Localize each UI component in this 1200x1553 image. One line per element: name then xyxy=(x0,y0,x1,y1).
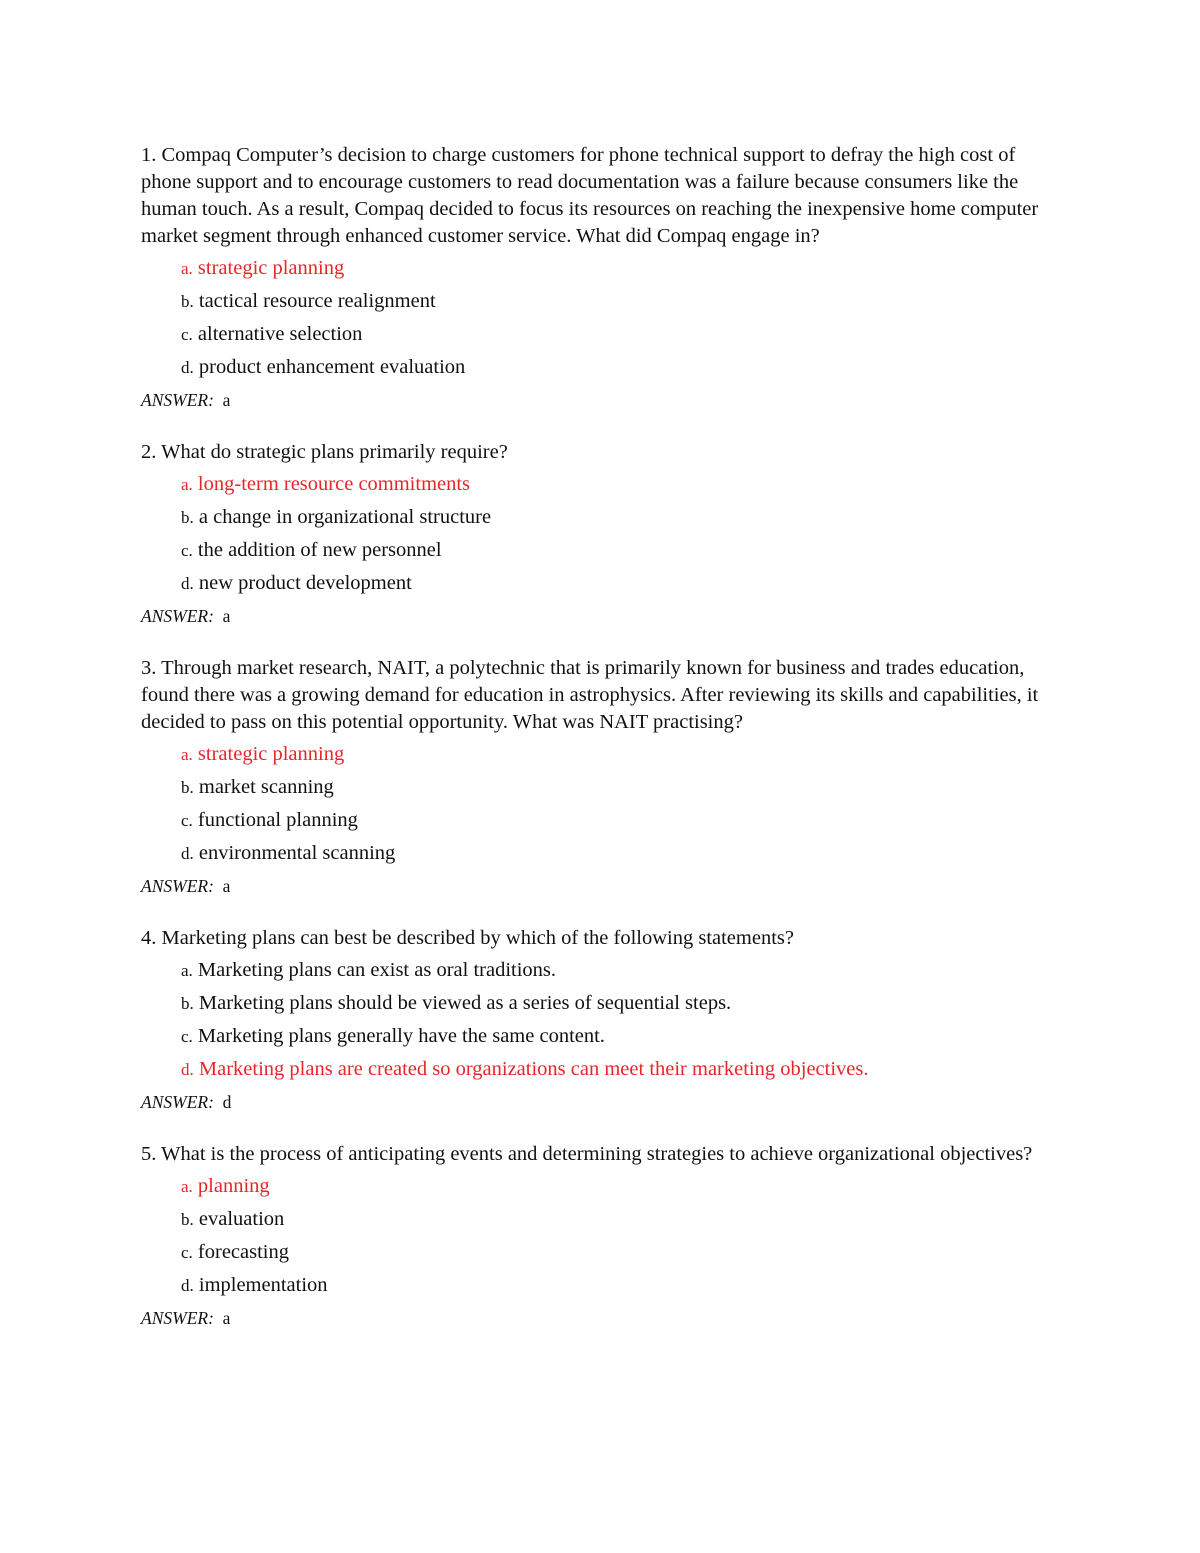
answer-line xyxy=(141,870,1061,903)
question-number: 1. xyxy=(141,144,157,166)
option-b xyxy=(181,1203,1061,1236)
option-b xyxy=(181,987,1061,1020)
question-text xyxy=(141,925,1061,952)
option-text: forecasting xyxy=(197,1241,289,1263)
answer-label: ANSWER: xyxy=(141,1308,214,1328)
option-letter: b. xyxy=(181,994,194,1013)
option-letter: a. xyxy=(181,1177,193,1196)
option-a xyxy=(181,1170,1061,1203)
option-letter: a. xyxy=(181,259,193,278)
option-text: product enhancement evaluation xyxy=(198,356,466,378)
option-letter: d. xyxy=(181,358,194,377)
question-number: 2. xyxy=(141,441,157,463)
option-d xyxy=(181,1269,1061,1302)
option-text: a change in organizational structure xyxy=(198,506,492,528)
option-text: implementation xyxy=(198,1274,328,1296)
option-letter: d. xyxy=(181,844,194,863)
option-d xyxy=(181,351,1061,384)
options-list xyxy=(141,252,1061,384)
question-text xyxy=(141,1141,1061,1168)
question-number: 3. xyxy=(141,657,157,679)
option-text: Marketing plans are created so organizations can meet their marketing objectives. xyxy=(198,1058,869,1080)
option-letter: c. xyxy=(181,811,193,830)
option-letter: a. xyxy=(181,475,193,494)
option-c xyxy=(181,1236,1061,1269)
option-letter: a. xyxy=(181,961,193,980)
option-text: evaluation xyxy=(198,1208,285,1230)
question-text xyxy=(141,142,1061,250)
answer-label: ANSWER: xyxy=(141,876,214,896)
option-letter: c. xyxy=(181,325,193,344)
question-2 xyxy=(141,439,1061,633)
answer-line xyxy=(141,1302,1061,1335)
option-b xyxy=(181,285,1061,318)
option-text: tactical resource realignment xyxy=(198,290,436,312)
option-letter: a. xyxy=(181,745,193,764)
option-text: functional planning xyxy=(197,809,358,831)
option-text: Marketing plans generally have the same content. xyxy=(197,1025,605,1047)
option-b xyxy=(181,501,1061,534)
option-c xyxy=(181,318,1061,351)
option-text: Marketing plans can exist as oral traditions. xyxy=(197,959,557,981)
option-a xyxy=(181,468,1061,501)
answer-label: ANSWER: xyxy=(141,1092,214,1112)
option-letter: b. xyxy=(181,508,194,527)
question-text xyxy=(141,439,1061,466)
option-a xyxy=(181,252,1061,285)
option-text: Marketing plans should be viewed as a series of sequential steps. xyxy=(198,992,732,1014)
question-5 xyxy=(141,1141,1061,1335)
answer-label: ANSWER: xyxy=(141,390,214,410)
question-text xyxy=(141,655,1061,736)
answer-line xyxy=(141,1086,1061,1119)
question-body: What is the process of anticipating events and determining strategies to achieve organizational objectives? xyxy=(161,1143,1033,1165)
option-text: strategic planning xyxy=(197,257,345,279)
answer-value: a xyxy=(222,876,231,896)
option-letter: b. xyxy=(181,778,194,797)
option-letter: c. xyxy=(181,541,193,560)
option-a xyxy=(181,954,1061,987)
option-letter: d. xyxy=(181,1060,194,1079)
answer-value: d xyxy=(222,1092,232,1112)
options-list xyxy=(141,738,1061,870)
option-c xyxy=(181,1020,1061,1053)
question-1 xyxy=(141,142,1061,417)
question-number: 4. xyxy=(141,927,157,949)
quiz-page xyxy=(141,142,1061,1335)
option-text: alternative selection xyxy=(197,323,363,345)
answer-line xyxy=(141,384,1061,417)
option-letter: c. xyxy=(181,1027,193,1046)
option-letter: d. xyxy=(181,1276,194,1295)
options-list xyxy=(141,954,1061,1086)
option-b xyxy=(181,771,1061,804)
option-d xyxy=(181,837,1061,870)
question-body: What do strategic plans primarily require? xyxy=(161,441,508,463)
option-text: new product development xyxy=(198,572,412,594)
question-body: Through market research, NAIT, a polytechnic that is primarily known for business and trades education, found there was a growing demand for education in astrophysics. After reviewing its skills and capabilities, it decided to pass on this potential opportunity. What was NAIT practising? xyxy=(141,657,1039,733)
option-letter: d. xyxy=(181,574,194,593)
option-c xyxy=(181,804,1061,837)
answer-value: a xyxy=(222,1308,231,1328)
question-body: Marketing plans can best be described by which of the following statements? xyxy=(161,927,794,949)
options-list xyxy=(141,468,1061,600)
option-a xyxy=(181,738,1061,771)
option-d xyxy=(181,1053,1061,1086)
option-letter: b. xyxy=(181,1210,194,1229)
option-text: strategic planning xyxy=(197,743,345,765)
option-c xyxy=(181,534,1061,567)
options-list xyxy=(141,1170,1061,1302)
question-number: 5. xyxy=(141,1143,157,1165)
answer-value: a xyxy=(222,606,231,626)
answer-value: a xyxy=(222,390,231,410)
option-letter: b. xyxy=(181,292,194,311)
option-text: the addition of new personnel xyxy=(197,539,442,561)
option-text: market scanning xyxy=(198,776,334,798)
question-body: Compaq Computer’s decision to charge customers for phone technical support to defray the high cost of phone support and to encourage customers to read documentation was a failure because consumers like the human touch. As a result, Compaq decided to focus its resources on reaching the inexpensive home computer market segment through enhanced customer service. What did Compaq engage in? xyxy=(141,144,1039,247)
question-3 xyxy=(141,655,1061,903)
option-d xyxy=(181,567,1061,600)
option-text: environmental scanning xyxy=(198,842,396,864)
question-4 xyxy=(141,925,1061,1119)
answer-label: ANSWER: xyxy=(141,606,214,626)
option-text: planning xyxy=(197,1175,270,1197)
answer-line xyxy=(141,600,1061,633)
option-letter: c. xyxy=(181,1243,193,1262)
option-text: long-term resource commitments xyxy=(197,473,471,495)
